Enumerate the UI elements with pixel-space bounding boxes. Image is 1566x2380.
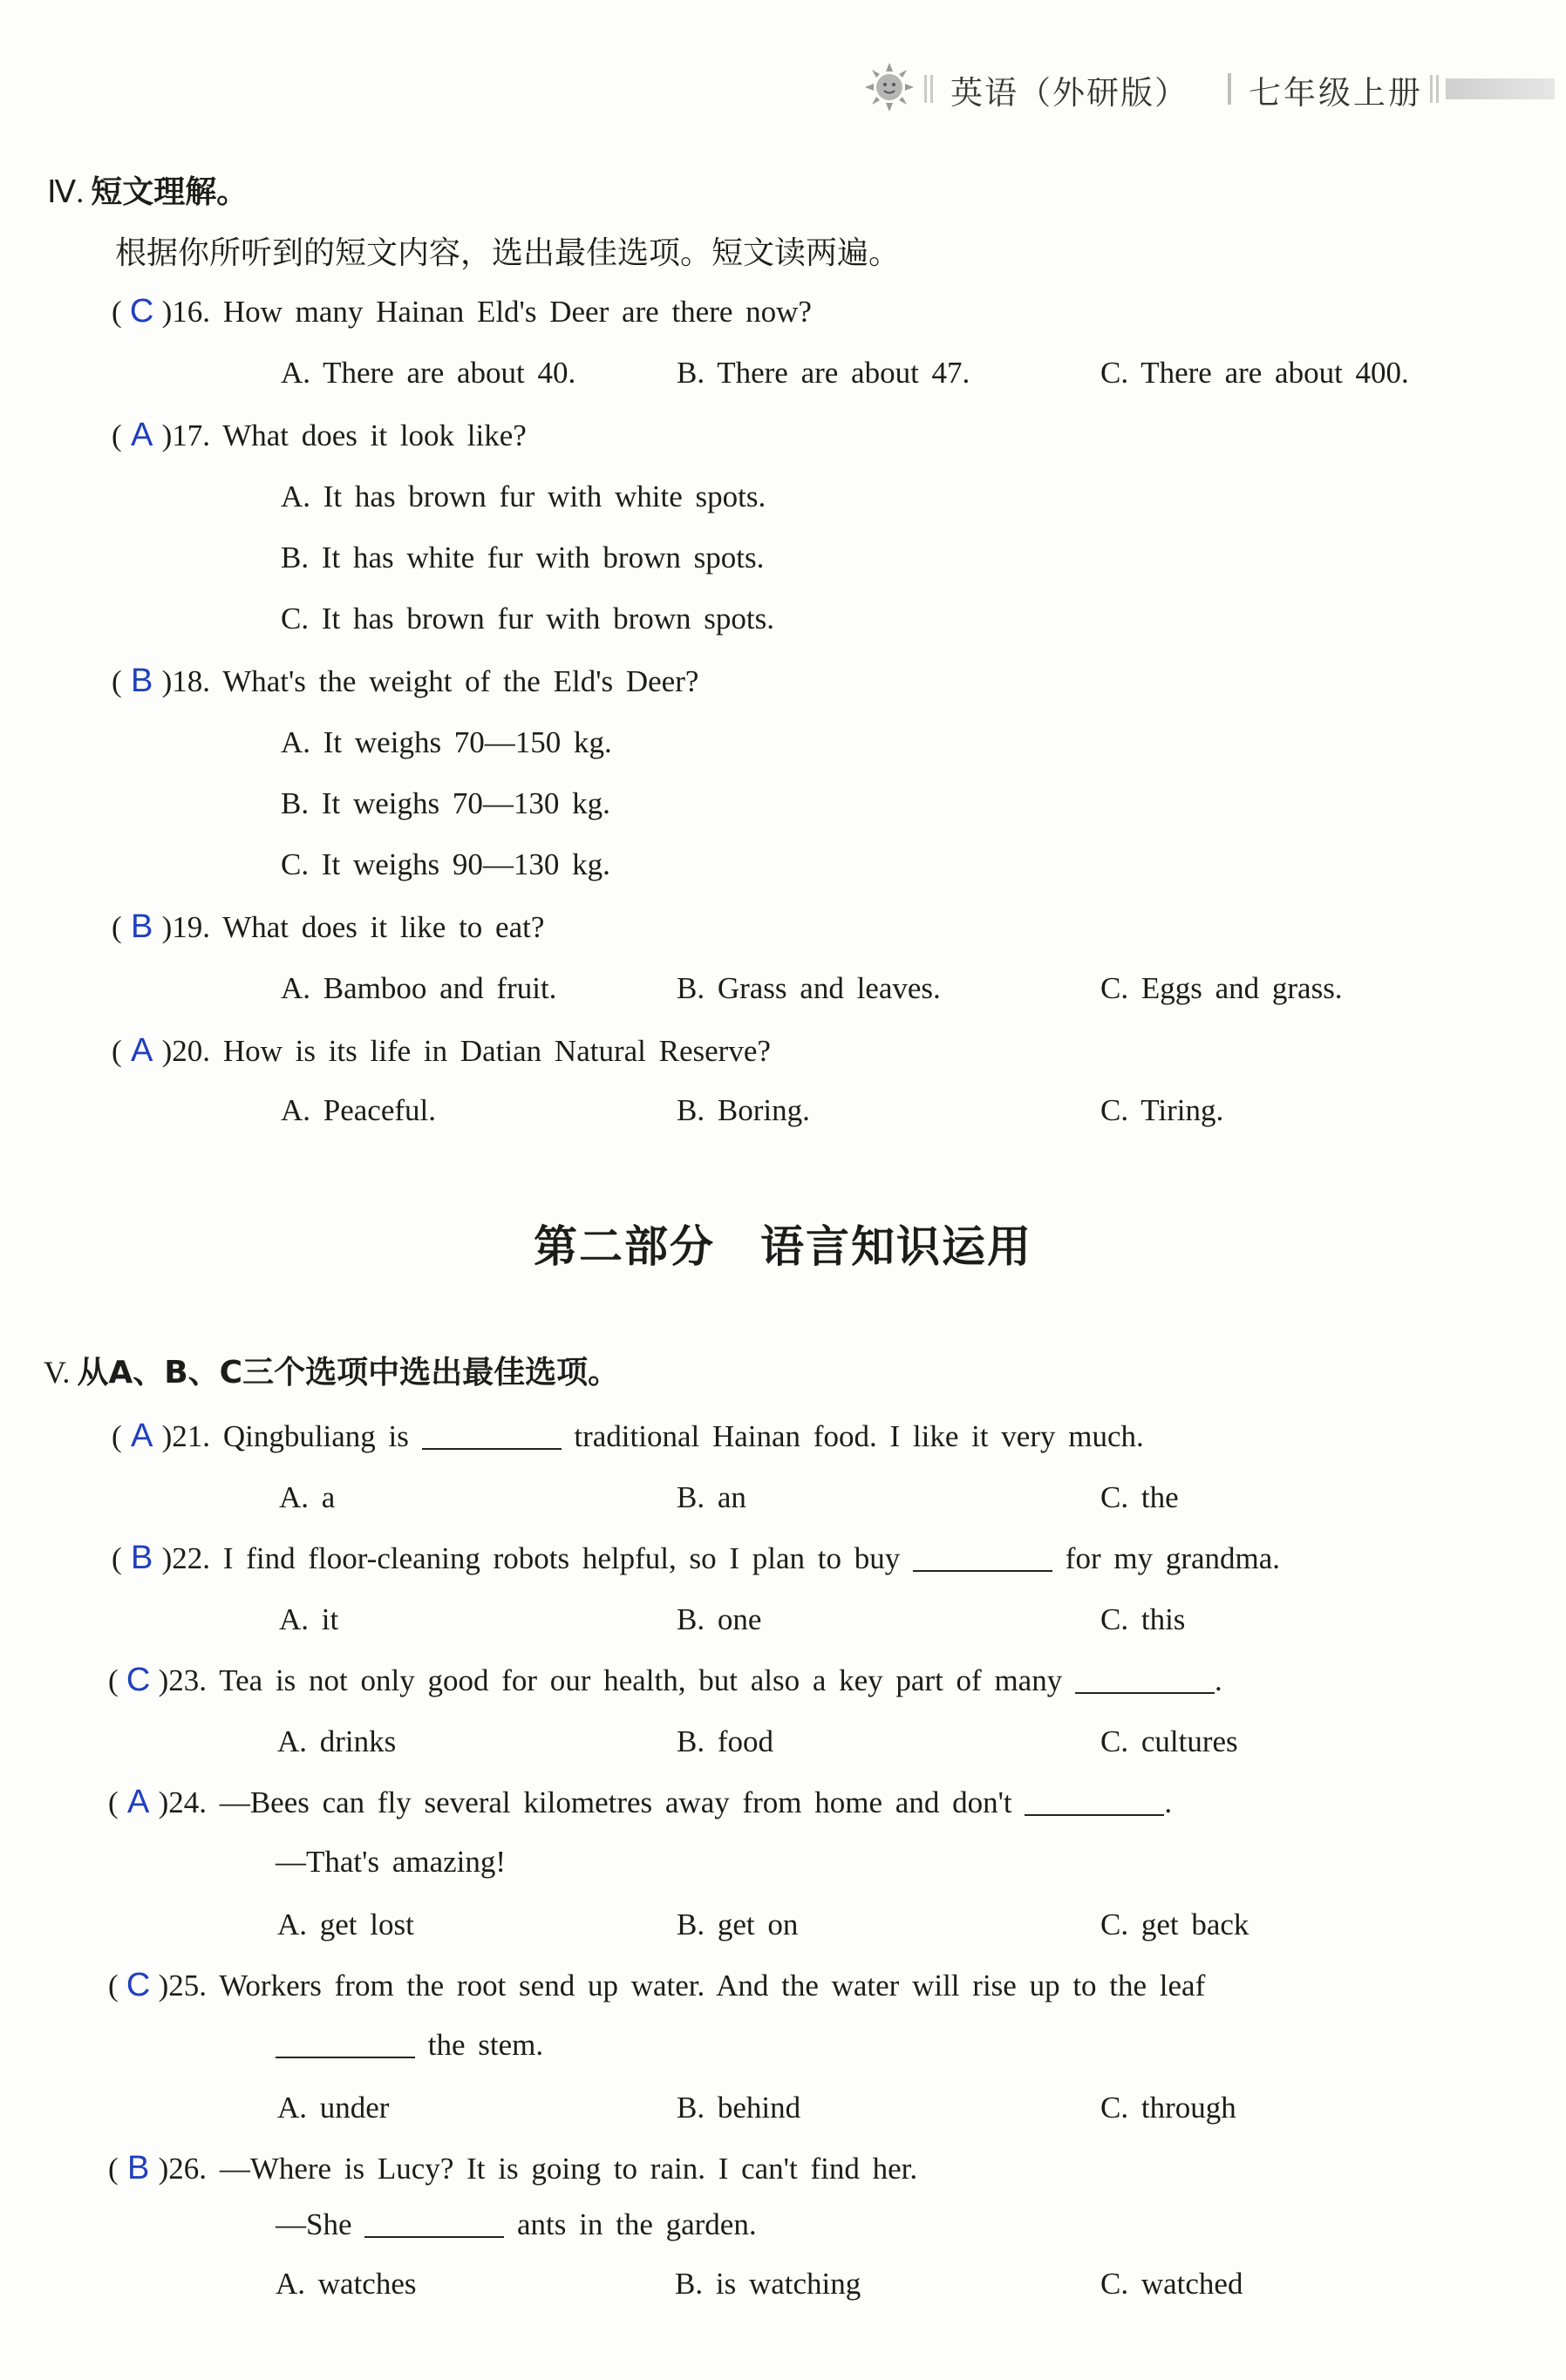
section-numeral: Ⅳ. bbox=[47, 174, 85, 209]
question-25-line2: the stem. bbox=[276, 2028, 543, 2063]
question-21: ( A )21. Qingbuliang is traditional Hainan food. I like it very much. bbox=[112, 1418, 1144, 1454]
option-a: A. watches bbox=[276, 2267, 417, 2301]
option-a: A. There are about 40. bbox=[281, 356, 576, 390]
answer-mark: A bbox=[130, 417, 153, 453]
option-a: A. get lost bbox=[277, 1907, 414, 1941]
option-b: B. food bbox=[677, 1724, 773, 1758]
option-c: C. this bbox=[1100, 1602, 1186, 1636]
question-24: ( A )24. —Bees can fly several kilometres away from home and don't . bbox=[108, 1784, 1173, 1820]
option-c: C. cultures bbox=[1100, 1724, 1238, 1758]
option-b: B. Boring. bbox=[677, 1093, 810, 1127]
question-16: ( C )16. How many Hainan Eld's Deer are there now? bbox=[112, 293, 812, 330]
answer-blank bbox=[913, 1544, 1052, 1572]
option-c: C. Tiring. bbox=[1100, 1093, 1224, 1127]
answer-mark: B bbox=[130, 1540, 153, 1576]
answer-blank bbox=[1025, 1788, 1164, 1816]
answer-blank bbox=[364, 2210, 504, 2238]
option-b: B. It weighs 70—130 kg. bbox=[281, 786, 610, 820]
option-b: B. behind bbox=[677, 2091, 801, 2125]
option-a: A. drinks bbox=[277, 1724, 397, 1758]
answer-blank bbox=[422, 1422, 562, 1450]
option-a: A. It has brown fur with white spots. bbox=[281, 479, 766, 513]
option-c: C. get back bbox=[1100, 1907, 1249, 1941]
answer-mark: A bbox=[130, 1032, 153, 1069]
option-b: B. get on bbox=[677, 1907, 799, 1941]
header-bar bbox=[1446, 78, 1555, 99]
question-26: ( B )26. —Where is Lucy? It is going to rain. I can't find her. bbox=[108, 2150, 918, 2186]
section-instruction: 根据你所听到的短文内容，选出最佳选项。短文读两遍。 bbox=[115, 235, 901, 271]
sun-logo-icon bbox=[863, 61, 916, 113]
option-b: B. an bbox=[677, 1480, 746, 1514]
option-b: B. Grass and leaves. bbox=[677, 971, 941, 1005]
subject-title: 英语（外研版） bbox=[950, 74, 1188, 112]
section-4-heading bbox=[47, 167, 248, 212]
section-title: 从A、B、C三个选项中选出最佳选项。 bbox=[77, 1355, 620, 1391]
option-a: A. It weighs 70—150 kg. bbox=[281, 725, 612, 759]
option-c: C. Eggs and grass. bbox=[1100, 971, 1343, 1005]
option-c: C. watched bbox=[1100, 2267, 1243, 2301]
question-19: ( B )19. What does it like to eat? bbox=[112, 908, 545, 945]
option-b: B. is watching bbox=[675, 2267, 861, 2301]
option-b: B. There are about 47. bbox=[677, 356, 970, 390]
option-a: A. a bbox=[279, 1480, 336, 1514]
answer-mark: C bbox=[126, 1662, 151, 1698]
option-b: B. one bbox=[677, 1602, 762, 1636]
answer-mark: B bbox=[130, 908, 153, 945]
question-26-line2: —She ants in the garden. bbox=[276, 2207, 757, 2241]
option-a: A. Peaceful. bbox=[281, 1093, 437, 1127]
question-25: ( C )25. Workers from the root send up water. And the water will rise up to the leaf bbox=[108, 1967, 1206, 2003]
option-c: C. It weighs 90—130 kg. bbox=[281, 847, 610, 881]
option-c: C. There are about 400. bbox=[1100, 356, 1409, 390]
question-23: ( C )23. Tea is not only good for our health, but also a key part of many . bbox=[108, 1662, 1222, 1698]
page-header bbox=[863, 61, 1566, 122]
header-divider bbox=[1430, 75, 1439, 103]
question-22: ( B )22. I find floor-cleaning robots helpful, so I plan to buy for my grandma. bbox=[112, 1540, 1281, 1576]
option-b: B. It has white fur with brown spots. bbox=[281, 541, 765, 575]
question-24-line2: —That's amazing! bbox=[276, 1845, 507, 1879]
question-20: ( A )20. How is its life in Datian Natural Reserve? bbox=[112, 1032, 771, 1069]
question-18: ( B )18. What's the weight of the Eld's Deer? bbox=[112, 663, 699, 699]
answer-mark: A bbox=[130, 1418, 153, 1454]
option-a: A. under bbox=[277, 2091, 390, 2125]
answer-mark: B bbox=[130, 663, 153, 699]
answer-mark: C bbox=[126, 1967, 151, 2003]
option-c: C. It has brown fur with brown spots. bbox=[281, 602, 774, 636]
header-separator bbox=[1228, 73, 1231, 105]
question-17: ( A )17. What does it look like? bbox=[112, 417, 527, 453]
answer-blank bbox=[276, 2030, 415, 2058]
option-a: A. it bbox=[279, 1602, 339, 1636]
option-c: C. the bbox=[1100, 1480, 1179, 1514]
section-title: 短文理解。 bbox=[91, 174, 249, 210]
option-a: A. Bamboo and fruit. bbox=[281, 971, 557, 1005]
section-numeral: V. bbox=[44, 1355, 71, 1390]
answer-mark: B bbox=[126, 2150, 150, 2186]
grade-label: 七年级上册 bbox=[1249, 74, 1423, 112]
part-title: 第二部分 语言知识运用 bbox=[534, 1221, 1032, 1272]
option-c: C. through bbox=[1100, 2091, 1236, 2125]
section-5-heading bbox=[44, 1348, 619, 1392]
answer-mark: A bbox=[126, 1784, 150, 1820]
header-divider bbox=[924, 75, 933, 103]
answer-mark: C bbox=[129, 293, 154, 330]
answer-blank bbox=[1075, 1666, 1215, 1694]
